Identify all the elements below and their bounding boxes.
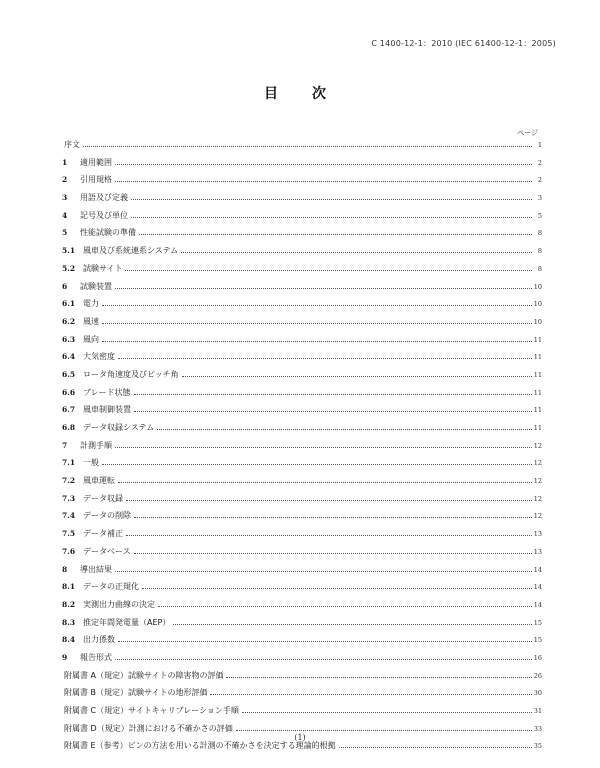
toc-entry-page: 8 <box>537 247 542 256</box>
toc-entry-title: データ補正 <box>83 529 123 539</box>
toc-entry-title: データ収録 <box>83 493 123 503</box>
toc-entry-page: 12 <box>533 477 542 486</box>
toc-entry[interactable] <box>62 245 542 263</box>
toc-entry-number: 6.8 <box>62 423 76 432</box>
toc-entry-number: 1 <box>62 157 68 167</box>
toc-entry-number: 5.2 <box>62 263 76 273</box>
toc-entry-title: 一般 <box>83 458 99 468</box>
toc-entry-title: 序文 <box>64 140 80 149</box>
toc-entry-page: 10 <box>533 317 542 326</box>
toc-entry-title: データの正規化 <box>83 582 139 592</box>
dot-leader <box>210 694 531 695</box>
toc-entry-page: 13 <box>533 530 542 539</box>
toc-entry-number: 7.4 <box>62 511 76 521</box>
toc-entry[interactable] <box>62 740 542 758</box>
toc-entry[interactable] <box>62 157 542 175</box>
toc-entry-number: 6.3 <box>62 334 76 344</box>
toc-entry-page: 13 <box>533 547 542 556</box>
toc-entry-page: 12 <box>533 512 542 521</box>
toc-entry-title: 風向 <box>83 334 99 344</box>
toc-entry-title: 附属書 B（規定）試験サイトの地形評価 <box>64 688 208 698</box>
dot-leader <box>115 181 532 182</box>
dot-leader <box>102 323 532 324</box>
dot-leader <box>182 376 532 377</box>
toc-entry-page: 11 <box>533 353 542 362</box>
dot-leader <box>115 659 532 660</box>
dot-leader <box>236 730 532 731</box>
toc-entry-number: 7.3 <box>62 493 76 503</box>
toc-entry-page: 16 <box>533 653 542 662</box>
toc-entry-title: 報告形式 <box>80 652 112 662</box>
toc-entry[interactable] <box>62 475 542 493</box>
toc-entry-page: 5 <box>537 211 542 220</box>
page-title: 目 次 <box>264 86 336 102</box>
dot-leader <box>102 341 532 342</box>
table-of-contents <box>62 139 542 758</box>
toc-entry-title: データベース <box>83 546 131 556</box>
toc-entry[interactable] <box>62 546 542 564</box>
toc-entry-page: 14 <box>533 600 542 609</box>
toc-entry-page: 30 <box>533 689 542 698</box>
dot-leader <box>131 217 532 218</box>
toc-entry-title: 試験サイト <box>83 263 123 273</box>
toc-entry-title: 附属書 E（参考）ビンの方法を用いる計測の不確かさを決定する理論的根拠 <box>64 741 336 751</box>
toc-entry[interactable] <box>62 316 542 334</box>
toc-entry[interactable] <box>62 404 542 422</box>
dot-leader <box>157 429 532 430</box>
toc-entry[interactable] <box>62 334 542 352</box>
toc-entry-title: 実測出力曲線の決定 <box>83 599 155 609</box>
dot-leader <box>115 288 532 289</box>
toc-entry-title: 風車及び系統連系システム <box>83 246 179 256</box>
toc-entry-number: 7 <box>62 440 68 450</box>
page-number: (1) <box>294 733 306 742</box>
dot-leader <box>142 588 532 589</box>
toc-entry-title: 附属書 A（規定）試験サイトの障害物の評価 <box>64 670 224 680</box>
toc-entry-title: ブレード状態 <box>83 387 131 397</box>
dot-leader <box>115 164 532 165</box>
toc-entry-number: 6.5 <box>62 369 76 379</box>
toc-entry-number: 8.1 <box>62 582 76 592</box>
dot-leader <box>102 305 532 306</box>
toc-entry-title: 導出結果 <box>80 564 112 574</box>
toc-entry[interactable] <box>62 210 542 228</box>
toc-entry-title: 電力 <box>83 299 99 309</box>
toc-entry-title: 出力係数 <box>83 635 115 645</box>
toc-entry-number: 6.7 <box>62 405 76 415</box>
toc-entry-page: 26 <box>533 671 542 680</box>
toc-entry-number: 5 <box>62 228 68 238</box>
toc-entry[interactable] <box>62 599 542 617</box>
toc-entry-page: 11 <box>533 370 542 379</box>
toc-entry-number: 8.2 <box>62 599 76 609</box>
dot-leader <box>139 234 532 235</box>
toc-entry-number: 8.4 <box>62 635 76 645</box>
toc-entry-page: 11 <box>533 406 542 415</box>
toc-entry[interactable] <box>62 369 542 387</box>
dot-leader <box>226 677 531 678</box>
toc-entry-title: 用語及び定義 <box>80 193 128 203</box>
toc-entry-number: 8 <box>62 564 68 574</box>
dot-leader <box>118 358 532 359</box>
toc-entry-number: 2 <box>62 175 68 185</box>
dot-leader <box>131 199 532 200</box>
toc-entry[interactable] <box>62 298 542 316</box>
dot-leader <box>126 500 532 501</box>
dot-leader <box>181 252 532 253</box>
toc-entry-number: 8.3 <box>62 617 76 627</box>
toc-entry-title: 風車運転 <box>83 476 115 486</box>
toc-entry-title: 附属書 D（規定）計測における不確かさの評価 <box>64 723 233 733</box>
toc-entry-number: 6.2 <box>62 316 76 326</box>
toc-entry-number: 6.1 <box>62 299 76 309</box>
dot-leader <box>118 482 532 483</box>
toc-entry[interactable] <box>62 687 542 705</box>
toc-entry-title: 引用規格 <box>80 175 112 185</box>
toc-entry-number: 6.4 <box>62 352 76 362</box>
toc-entry-number: 6.6 <box>62 387 76 397</box>
toc-entry-number: 5.1 <box>62 246 76 256</box>
toc-entry-page: 1 <box>537 141 542 149</box>
toc-entry-number: 7.6 <box>62 546 76 556</box>
toc-entry-title: 大気密度 <box>83 352 115 362</box>
toc-entry-number: 6 <box>62 281 68 291</box>
toc-entry-page: 31 <box>533 707 542 715</box>
toc-entry[interactable] <box>62 634 542 652</box>
dot-leader <box>242 712 532 713</box>
dot-leader <box>83 146 532 147</box>
toc-entry-title: 計測手順 <box>80 440 112 450</box>
toc-entry-page: 11 <box>533 335 542 344</box>
toc-entry[interactable] <box>62 670 542 688</box>
toc-entry-page: 10 <box>533 300 542 309</box>
toc-entry[interactable] <box>62 440 542 458</box>
toc-entry[interactable] <box>62 263 542 281</box>
toc-entry-title: 記号及び単位 <box>80 210 128 220</box>
dot-leader <box>134 394 532 395</box>
toc-entry-title: データの削除 <box>83 511 131 521</box>
toc-entry-page: 3 <box>537 194 542 203</box>
document-code: C 1400-12-1：2010 (IEC 61400-12-1：2005) <box>371 39 556 48</box>
toc-entry-number: 4 <box>62 210 68 220</box>
dot-leader <box>115 447 532 448</box>
toc-entry-number: 3 <box>62 193 68 203</box>
toc-entry[interactable] <box>62 705 542 723</box>
toc-entry[interactable] <box>62 281 542 299</box>
dot-leader <box>158 606 532 607</box>
toc-entry-title: データ収録システム <box>83 423 155 432</box>
toc-entry-title: 性能試験の準備 <box>80 228 136 238</box>
toc-entry-page: 12 <box>533 459 542 468</box>
toc-entry-title: ロータ角速度及びピッチ角 <box>83 369 179 379</box>
toc-entry[interactable] <box>62 581 542 599</box>
toc-entry-page: 2 <box>537 158 542 167</box>
toc-entry-page: 14 <box>533 583 542 592</box>
toc-entry-page: 12 <box>533 441 542 450</box>
toc-entry-page: 2 <box>537 176 542 185</box>
dot-leader <box>134 553 532 554</box>
toc-entry-number: 7.2 <box>62 476 76 486</box>
toc-entry[interactable] <box>62 564 542 582</box>
toc-entry-page: 33 <box>533 724 542 733</box>
toc-entry-page: 35 <box>533 742 542 751</box>
toc-entry[interactable] <box>62 174 542 192</box>
dot-leader <box>134 517 532 518</box>
toc-entry-title: 推定年間発電量（AEP） <box>83 617 171 627</box>
dot-leader <box>126 535 532 536</box>
toc-entry[interactable] <box>62 139 542 157</box>
dot-leader <box>118 641 532 642</box>
toc-entry-title: 試験装置 <box>80 281 112 291</box>
toc-entry-title: 附属書 C（規定）サイトキャリブレーション手順 <box>64 706 239 715</box>
dot-leader <box>125 270 532 271</box>
toc-entry[interactable] <box>62 528 542 546</box>
dot-leader <box>115 571 532 572</box>
toc-entry[interactable] <box>62 510 542 528</box>
toc-entry-number: 7.5 <box>62 529 76 539</box>
toc-entry-title: 風車制御装置 <box>83 405 131 415</box>
toc-entry[interactable] <box>62 227 542 245</box>
toc-entry-page: 8 <box>537 229 542 238</box>
toc-entry-page: 10 <box>533 282 542 291</box>
toc-entry[interactable] <box>62 493 542 511</box>
toc-entry-number: 7.1 <box>62 458 76 468</box>
dot-leader <box>173 624 531 625</box>
toc-entry[interactable] <box>62 457 542 475</box>
dot-leader <box>102 464 532 465</box>
toc-entry-page: 8 <box>537 264 542 273</box>
toc-entry[interactable] <box>62 192 542 210</box>
page-column-label: ページ <box>517 129 538 137</box>
toc-entry-page: 15 <box>533 636 542 645</box>
toc-entry-page: 12 <box>533 494 542 503</box>
toc-entry-page: 11 <box>533 388 542 397</box>
toc-entry-page: 11 <box>533 424 542 432</box>
toc-entry[interactable] <box>62 422 542 440</box>
toc-entry-title: 適用範囲 <box>80 157 112 167</box>
toc-entry-page: 14 <box>533 565 542 574</box>
toc-entry-title: 風速 <box>83 316 99 326</box>
dot-leader <box>339 747 532 748</box>
toc-entry-number: 9 <box>62 652 68 662</box>
toc-entry[interactable] <box>62 387 542 405</box>
toc-entry[interactable] <box>62 351 542 369</box>
toc-entry[interactable] <box>62 617 542 635</box>
dot-leader <box>134 411 532 412</box>
toc-entry[interactable] <box>62 652 542 670</box>
toc-entry-page: 15 <box>533 618 542 627</box>
